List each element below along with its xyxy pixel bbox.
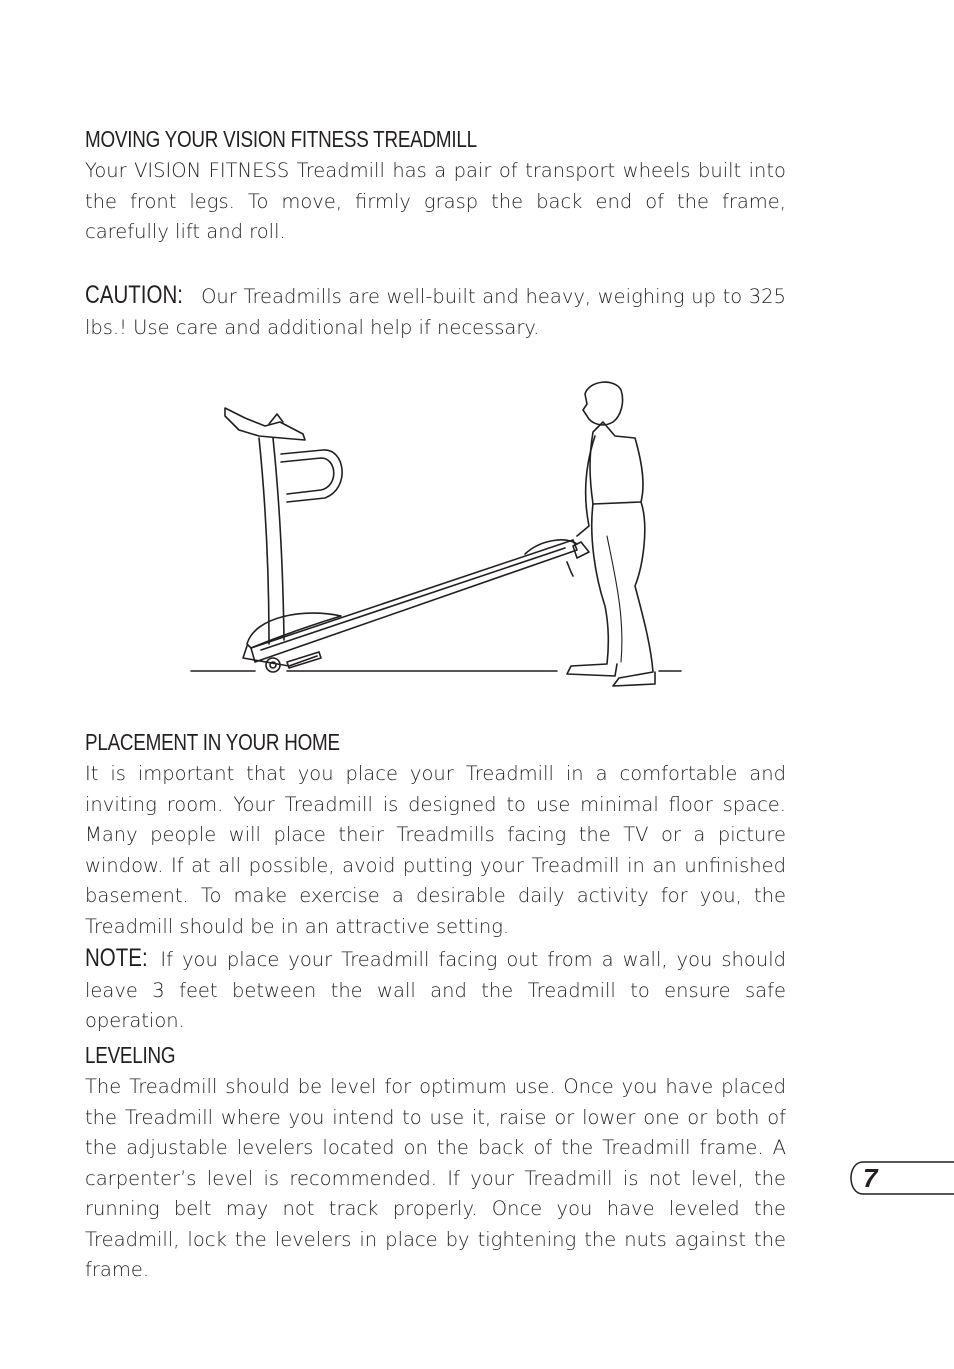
placement-body: It is important that you place your Treadmill in a comfortable and inviting room. Your Treadmill is designed to use minimal floor space. Many people will place their Treadmills facing the TV or a picture window. If at all possible, avoid putting your Treadmill in an unfinished basement. To make exercise a desirable daily activity for you, the Treadmill should be in an attractive setting. (85, 762, 786, 938)
moving-body: Your VISION FITNESS Treadmill has a pair of transport wheels built into the front legs. To move, firmly grasp the back end of the frame, carefully lift and roll. (85, 159, 786, 243)
caution-label: CAUTION: (85, 281, 183, 309)
note-text: If you place your Treadmill facing out from a wall, you should leave 3 feet between the wall and the Treadmill to ensure safe operation. (85, 948, 786, 1032)
page-number-tab (849, 1160, 954, 1196)
moving-section (85, 122, 786, 248)
moving-heading: MOVING YOUR VISION FITNESS TREADMILL (85, 126, 477, 152)
leveling-section (85, 1038, 786, 1286)
placement-section (85, 725, 786, 942)
leveling-heading: LEVELING (85, 1042, 176, 1068)
leveling-body: The Treadmill should be level for optimum use. Once you have placed the Treadmill where you intend to use it, raise or lower one or both of the adjustable levelers located on the back of the Treadmill frame. A carpenter’s level is recommended. If your Treadmill is not level, the running belt may not track properly. Once you have leveled the Treadmill, lock the levelers in place by tightening the nuts against the frame. (85, 1075, 786, 1281)
note-label: NOTE: (85, 944, 148, 972)
caution-text: Our Treadmills are well-built and heavy, weighing up to 325 lbs.! Use care and additional help if necessary. (85, 285, 787, 339)
page-number: 7 (863, 1163, 878, 1193)
placement-heading: PLACEMENT IN YOUR HOME (85, 729, 340, 755)
caution-paragraph (85, 282, 786, 343)
treadmill-moving-illustration (185, 376, 685, 690)
note-paragraph (85, 945, 786, 1037)
